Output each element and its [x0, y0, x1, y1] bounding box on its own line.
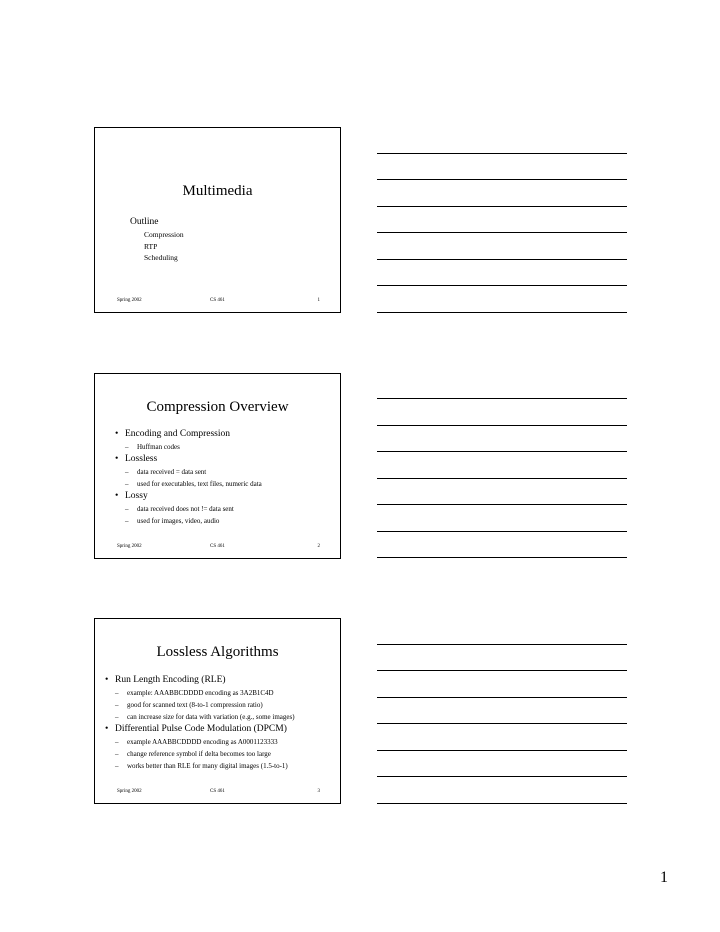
footer-course: CS 461: [210, 789, 225, 794]
note-line: [377, 259, 627, 260]
note-line: [377, 504, 627, 505]
sub-bullet-item: – used for executables, text files, numeric data: [115, 478, 262, 490]
footer-course: CS 461: [210, 298, 225, 303]
footer-date: Spring 2002: [117, 789, 142, 794]
sub-bullet-item: – used for images, video, audio: [115, 515, 262, 527]
bullet-item: • Run Length Encoding (RLE): [105, 674, 295, 687]
outline-item: RTP: [144, 241, 158, 251]
bullet-item: • Lossless: [115, 453, 262, 466]
note-line: [377, 557, 627, 558]
note-line: [377, 206, 627, 207]
note-line: [377, 451, 627, 452]
note-line: [377, 232, 627, 233]
sub-bullet-item: – can increase size for data with variation (e.g., some images): [105, 711, 295, 723]
outline-item: Scheduling: [144, 253, 178, 262]
slide-footer: [95, 787, 340, 797]
note-line: [377, 803, 627, 804]
note-line: [377, 697, 627, 698]
slide-title: Lossless Algorithms: [156, 644, 279, 660]
outline-heading: Outline: [130, 217, 159, 227]
bullet-item: • Lossy: [115, 490, 262, 503]
note-line: [377, 153, 627, 154]
footer-date: Spring 2002: [117, 544, 142, 549]
footer-date: Spring 2002: [117, 298, 142, 303]
sub-bullet-item: – example AAABBCDDDD encoding as A0001123333: [105, 736, 295, 748]
note-line: [377, 285, 627, 286]
page-number: 1: [660, 869, 668, 886]
slide-footer: [95, 296, 340, 306]
note-line: [377, 750, 627, 751]
footer-slide-number: 2: [317, 544, 320, 549]
bullet-item: • Encoding and Compression: [115, 428, 262, 441]
outline-item: Compression: [144, 230, 184, 239]
sub-bullet-item: – data received = data sent: [115, 466, 262, 478]
note-line: [377, 425, 627, 426]
note-line: [377, 670, 627, 671]
note-line: [377, 531, 627, 532]
note-line: [377, 312, 627, 313]
sub-bullet-item: – good for scanned text (8-to-1 compression ratio): [105, 699, 295, 711]
footer-slide-number: 3: [317, 789, 320, 794]
slide-footer: [95, 542, 340, 552]
note-line: [377, 723, 627, 724]
slide-1: [94, 127, 341, 313]
sub-bullet-item: – Huffman codes: [115, 441, 262, 453]
note-line: [377, 398, 627, 399]
footer-slide-number: 1: [317, 298, 320, 303]
bullet-item: • Differential Pulse Code Modulation (DPCM): [105, 723, 295, 736]
sub-bullet-item: – data received does not != data sent: [115, 503, 262, 515]
sub-bullet-item: – example: AAABBCDDDD encoding as 3A2B1C4D: [105, 687, 295, 699]
note-line: [377, 644, 627, 645]
note-line: [377, 179, 627, 180]
sub-bullet-item: – change reference symbol if delta becomes too large: [105, 748, 295, 760]
slide-2: [94, 373, 341, 559]
slide-title: Multimedia: [182, 183, 253, 199]
note-line: [377, 478, 627, 479]
note-line: [377, 776, 627, 777]
footer-course: CS 461: [210, 544, 225, 549]
bullet-list: [105, 674, 295, 772]
bullet-list: [115, 428, 262, 527]
slide-title: Compression Overview: [146, 399, 289, 415]
outline-list: [144, 229, 184, 264]
slide-3: [94, 618, 341, 804]
sub-bullet-item: – works better than RLE for many digital images (1.5-to-1): [105, 760, 295, 772]
